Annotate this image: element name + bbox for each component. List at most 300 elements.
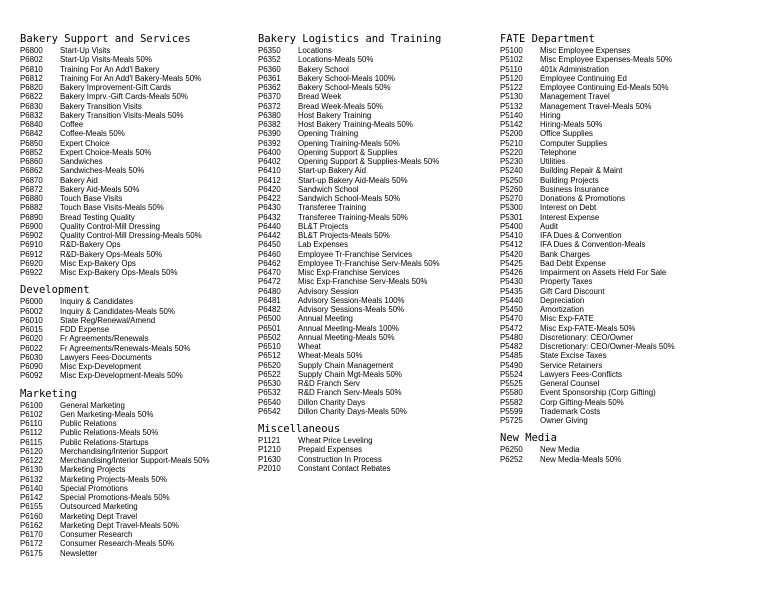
account-code: P6030 xyxy=(20,352,43,362)
account-row xyxy=(258,351,441,360)
account-row xyxy=(20,549,210,558)
account-description: Sandwiches xyxy=(60,157,103,166)
account-row xyxy=(500,296,675,305)
account-description: Corp Gifting-Meals 50% xyxy=(540,397,624,407)
account-code: P6822 xyxy=(20,92,43,102)
account-description: Expert Choice xyxy=(60,138,110,148)
account-description: Advisory Session xyxy=(298,286,359,296)
account-row xyxy=(500,222,675,231)
account-description: Employee Tr-Franchise Serv-Meals 50% xyxy=(298,258,440,268)
account-code: P6862 xyxy=(20,166,43,176)
account-row xyxy=(258,148,441,157)
account-code: P6870 xyxy=(20,175,43,185)
account-description: R&D-Bakery Ops xyxy=(60,240,121,250)
account-description: General Counsel xyxy=(540,379,600,388)
account-code: P5240 xyxy=(500,166,523,176)
account-code: P5430 xyxy=(500,277,523,287)
account-row xyxy=(258,314,441,323)
account-description: Wheat-Meals 50% xyxy=(298,351,363,361)
account-row xyxy=(258,342,441,351)
account-description: Impairment on Assets Held For Sale xyxy=(540,268,667,277)
account-row xyxy=(500,379,675,388)
account-row xyxy=(500,185,675,194)
account-description: Coffee xyxy=(60,120,84,129)
account-description: Lawyers Fees-Documents xyxy=(60,352,152,362)
account-row xyxy=(20,65,210,74)
account-row xyxy=(500,388,675,397)
account-row xyxy=(258,296,441,305)
account-row xyxy=(500,324,675,333)
section-development xyxy=(20,284,210,380)
section-title: FATE Department xyxy=(500,33,595,45)
account-description: Bakery Aid-Meals 50% xyxy=(60,184,140,194)
account-description: Lawyers Fees-Conflicts xyxy=(540,369,623,379)
account-description: State Excise Taxes xyxy=(540,351,607,361)
account-row xyxy=(258,139,441,148)
account-row xyxy=(20,203,210,212)
account-code: P5580 xyxy=(500,388,523,398)
account-description: Advisory Session-Meals 100% xyxy=(298,295,405,305)
account-description: Construction In Process xyxy=(298,454,382,464)
account-code: P5470 xyxy=(500,314,523,324)
column-3 xyxy=(500,33,675,471)
account-row xyxy=(258,83,441,92)
account-description: Transferee Training-Meals 50% xyxy=(298,212,408,222)
section-miscellaneous xyxy=(258,423,441,473)
account-row xyxy=(500,416,675,425)
account-description: Opening Support & Supplies xyxy=(298,147,398,157)
account-code: P6481 xyxy=(258,295,281,305)
account-code: P6922 xyxy=(20,268,43,277)
account-row xyxy=(258,55,441,64)
account-row xyxy=(258,407,441,416)
account-description: Employee Continuing Ed xyxy=(540,73,627,83)
account-code: P6361 xyxy=(258,73,281,83)
account-row xyxy=(20,74,210,83)
account-code: P6501 xyxy=(258,323,281,333)
account-code: P6812 xyxy=(20,73,43,83)
account-description: R&D-Bakery Ops-Meals 50% xyxy=(60,249,163,259)
section-title: New Media xyxy=(500,432,557,445)
account-code: P5250 xyxy=(500,175,523,185)
account-row xyxy=(258,379,441,388)
account-description: FDD Expense xyxy=(60,325,110,334)
account-description: Expert Choice-Meals 50% xyxy=(60,147,152,157)
account-code: P5130 xyxy=(500,92,523,102)
account-row xyxy=(258,305,441,314)
account-row xyxy=(20,185,210,194)
account-code: P5210 xyxy=(500,138,523,148)
section-title: Marketing xyxy=(20,387,77,400)
account-code: P5301 xyxy=(500,212,523,222)
account-description: Sandwich School xyxy=(298,184,359,194)
account-description: Depreciation xyxy=(540,295,585,305)
account-row xyxy=(258,268,441,277)
account-description: Marketing Dept Travel xyxy=(60,511,138,521)
section-bakery-support-and-services xyxy=(20,33,210,277)
account-code: P6472 xyxy=(258,277,281,287)
account-row xyxy=(20,307,210,316)
account-code: P5300 xyxy=(500,203,523,213)
account-code: P6500 xyxy=(258,314,281,324)
account-code: P6802 xyxy=(20,55,43,65)
account-code: P1630 xyxy=(258,454,281,464)
account-description: BL&T Projects xyxy=(298,221,349,231)
account-description: Transferee Training xyxy=(298,203,367,213)
account-code: P6142 xyxy=(20,493,43,502)
account-description: Outsourced Marketing xyxy=(60,502,138,512)
account-row xyxy=(258,361,441,370)
account-row xyxy=(500,333,675,342)
account-row xyxy=(258,157,441,166)
account-code: P6880 xyxy=(20,194,43,203)
account-description: Supply Chain Mgt-Meals 50% xyxy=(298,369,402,379)
account-code: P5525 xyxy=(500,379,523,388)
account-row xyxy=(20,139,210,148)
section-fate-department xyxy=(500,33,675,425)
account-description: Opening Training-Meals 50% xyxy=(298,138,400,148)
account-row xyxy=(20,438,210,447)
account-code: P5524 xyxy=(500,369,523,379)
account-description: Dillon Charity Days xyxy=(298,397,366,407)
account-code: P5426 xyxy=(500,268,523,277)
account-code: P6172 xyxy=(20,539,43,549)
account-code: P6155 xyxy=(20,502,43,512)
account-description: Quality Control-Mill Dressing xyxy=(60,221,160,231)
account-row xyxy=(500,314,675,323)
account-row xyxy=(258,388,441,397)
account-code: P5412 xyxy=(500,240,523,250)
section-title: Miscellaneous xyxy=(258,423,341,435)
account-code: P6370 xyxy=(258,92,281,102)
account-code: P6130 xyxy=(20,465,43,475)
account-row xyxy=(20,297,210,306)
account-code: P6872 xyxy=(20,184,43,194)
account-description: 401k Administration xyxy=(540,64,609,74)
account-code: P6022 xyxy=(20,343,43,353)
account-row xyxy=(20,475,210,484)
account-description: Misc Exp-Development-Meals 50% xyxy=(60,371,183,381)
account-code: P5260 xyxy=(500,184,523,194)
account-row xyxy=(500,176,675,185)
account-row xyxy=(258,46,441,55)
account-code: P5440 xyxy=(500,295,523,305)
account-code: P6162 xyxy=(20,520,43,530)
account-code: P5270 xyxy=(500,194,523,203)
account-description: Misc Exp-Franchise Services xyxy=(298,268,400,277)
account-code: P6482 xyxy=(258,305,281,314)
account-code: P5122 xyxy=(500,83,523,92)
account-description: Training For An Add'l Bakery xyxy=(60,64,160,74)
account-code: P6020 xyxy=(20,334,43,344)
account-description: Bakery Transition Visits-Meals 50% xyxy=(60,110,184,120)
account-description: Supply Chain Management xyxy=(298,360,394,370)
account-description: Fr Agreements/Renewals xyxy=(60,334,149,344)
account-row xyxy=(258,398,441,407)
account-description: Special Promotions xyxy=(60,483,128,493)
account-row xyxy=(258,111,441,120)
section-marketing xyxy=(20,388,210,558)
account-description: Start-Up Visits-Meals 50% xyxy=(60,55,152,65)
account-code: P6015 xyxy=(20,325,43,334)
account-row xyxy=(20,530,210,539)
account-description: R&D Franch Serv-Meals 50% xyxy=(298,388,402,398)
account-row xyxy=(258,259,441,268)
account-row xyxy=(20,268,210,277)
account-description: IFA Dues & Convention-Meals xyxy=(540,240,646,250)
account-description: Misc Employee Expenses-Meals 50% xyxy=(540,55,673,65)
account-row xyxy=(500,342,675,351)
account-description: Dillon Charity Days-Meals 50% xyxy=(298,406,407,416)
account-description: Misc Exp-Bakery Ops-Meals 50% xyxy=(60,268,178,277)
account-code: P6362 xyxy=(258,83,281,92)
account-code: P5435 xyxy=(500,286,523,296)
account-row xyxy=(258,445,441,454)
account-code: P6350 xyxy=(258,46,281,55)
account-row xyxy=(20,334,210,343)
account-description: R&D Franch Serv xyxy=(298,379,360,388)
account-description: Annual Meeting-Meals 100% xyxy=(298,323,399,333)
account-code: P6112 xyxy=(20,428,43,438)
account-code: P6140 xyxy=(20,483,43,493)
account-row xyxy=(258,222,441,231)
account-description: Special Promotions-Meals 50% xyxy=(60,493,170,502)
account-description: Gen Marketing-Meals 50% xyxy=(60,409,154,419)
account-description: Fr Agreements/Renewals-Meals 50% xyxy=(60,343,191,353)
account-row xyxy=(500,240,675,249)
account-row xyxy=(500,194,675,203)
account-description: Start-up Bakery Aid xyxy=(298,166,366,176)
account-description: Owner Giving xyxy=(540,416,588,425)
account-row xyxy=(20,129,210,138)
account-row xyxy=(500,65,675,74)
account-row xyxy=(258,324,441,333)
account-code: P6440 xyxy=(258,221,281,231)
account-description: State Reg/Renewal/Amend xyxy=(60,315,156,325)
account-code: P6442 xyxy=(258,231,281,240)
account-row xyxy=(500,213,675,222)
account-description: Training For An Add'l Bakery-Meals 50% xyxy=(60,73,202,83)
account-description: Consumer Research xyxy=(60,530,133,539)
account-code: P1121 xyxy=(258,436,281,445)
account-code: P2010 xyxy=(258,463,281,473)
account-description: Lab Expenses xyxy=(298,240,349,250)
account-code: P5482 xyxy=(500,342,523,351)
account-description: Computer Supplies xyxy=(540,138,608,148)
account-code: P6842 xyxy=(20,129,43,139)
account-description: Marketing Dept Travel-Meals 50% xyxy=(60,520,179,530)
account-description: Hiring xyxy=(540,110,561,120)
account-row xyxy=(20,512,210,521)
account-description: Wheat xyxy=(298,342,321,351)
account-row xyxy=(20,176,210,185)
account-row xyxy=(500,166,675,175)
account-row xyxy=(20,250,210,259)
account-row xyxy=(20,325,210,334)
account-code: P5132 xyxy=(500,101,523,111)
account-row xyxy=(258,185,441,194)
account-code: P6522 xyxy=(258,369,281,379)
account-row xyxy=(500,305,675,314)
account-code: P5140 xyxy=(500,110,523,120)
account-row xyxy=(500,277,675,286)
account-description: Building Repair & Maint xyxy=(540,166,623,176)
account-code: P6430 xyxy=(258,203,281,213)
account-description: Public Relations-Startups xyxy=(60,437,149,447)
account-description: Utilities xyxy=(540,157,566,166)
account-row xyxy=(20,362,210,371)
account-code: P6512 xyxy=(258,351,281,361)
account-code: P5120 xyxy=(500,73,523,83)
account-code: P6432 xyxy=(258,212,281,222)
account-row xyxy=(20,194,210,203)
account-code: P6410 xyxy=(258,166,281,176)
account-code: P5230 xyxy=(500,157,523,166)
account-description: Interest Expense xyxy=(540,212,600,222)
account-code: P6900 xyxy=(20,221,43,231)
account-description: Event Sponsorship (Corp Gifting) xyxy=(540,388,656,398)
account-row xyxy=(500,398,675,407)
account-row xyxy=(500,139,675,148)
account-description: Donations & Promotions xyxy=(540,194,626,203)
account-code: P5200 xyxy=(500,129,523,139)
account-row xyxy=(20,502,210,511)
account-row xyxy=(20,240,210,249)
account-code: P6412 xyxy=(258,175,281,185)
account-row xyxy=(258,370,441,379)
account-description: Bakery School-Meals 50% xyxy=(298,83,391,92)
account-row xyxy=(258,194,441,203)
account-row xyxy=(20,316,210,325)
account-description: Bad Debt Expense xyxy=(540,258,606,268)
account-code: P6400 xyxy=(258,147,281,157)
account-description: Trademark Costs xyxy=(540,406,601,416)
account-row xyxy=(500,46,675,55)
account-code: P6120 xyxy=(20,446,43,456)
account-code: P6115 xyxy=(20,437,43,447)
account-row xyxy=(500,361,675,370)
account-row xyxy=(500,55,675,64)
account-row xyxy=(20,419,210,428)
account-row xyxy=(20,222,210,231)
account-row xyxy=(258,250,441,259)
section-new-media xyxy=(500,432,675,464)
account-code: P6010 xyxy=(20,315,43,325)
account-description: Building Projects xyxy=(540,175,599,185)
account-code: P6392 xyxy=(258,138,281,148)
account-code: P5410 xyxy=(500,231,523,240)
account-code: P6420 xyxy=(258,184,281,194)
account-code: P5582 xyxy=(500,397,523,407)
account-description: Bakery Aid xyxy=(60,175,98,185)
account-code: P6800 xyxy=(20,46,43,55)
account-row xyxy=(20,401,210,410)
account-row xyxy=(500,92,675,101)
account-row xyxy=(20,259,210,268)
account-code: P6480 xyxy=(258,286,281,296)
account-description: Wheat Price Leveling xyxy=(298,436,373,445)
account-description: Annual Meeting xyxy=(298,314,353,324)
account-description: Employee Continuing Ed-Meals 50% xyxy=(540,83,669,92)
account-code: P6170 xyxy=(20,530,43,539)
account-description: Bakery Transition Visits xyxy=(60,101,142,111)
account-row xyxy=(258,129,441,138)
account-code: P6380 xyxy=(258,110,281,120)
account-code: P6422 xyxy=(258,194,281,203)
account-row xyxy=(500,102,675,111)
account-code: P6092 xyxy=(20,371,43,381)
account-description: Host Bakery Training xyxy=(298,110,372,120)
account-row xyxy=(500,370,675,379)
account-row xyxy=(20,120,210,129)
account-code: P6450 xyxy=(258,240,281,250)
account-row xyxy=(500,259,675,268)
account-description: Bank Charges xyxy=(540,249,591,259)
account-row xyxy=(20,111,210,120)
account-description: Management Travel xyxy=(540,92,610,102)
account-description: Telephone xyxy=(540,147,577,157)
account-code: P6102 xyxy=(20,409,43,419)
account-description: Bakery School-Meals 100% xyxy=(298,73,395,83)
account-code: P6132 xyxy=(20,474,43,484)
account-row xyxy=(500,83,675,92)
account-description: Start-Up Visits xyxy=(60,46,111,55)
account-description: Prepaid Expenses xyxy=(298,445,363,455)
account-code: P5485 xyxy=(500,351,523,361)
account-row xyxy=(258,436,441,445)
account-description: Misc Exp-Bakery Ops xyxy=(60,258,136,268)
account-description: Discretionary: CEO/Owner-Meals 50% xyxy=(540,342,675,351)
account-row xyxy=(258,333,441,342)
account-row xyxy=(500,203,675,212)
account-description: Sandwich School-Meals 50% xyxy=(298,194,401,203)
account-row xyxy=(20,539,210,548)
account-code: P5100 xyxy=(500,46,523,55)
account-description: Inquiry & Candidates-Meals 50% xyxy=(60,306,175,316)
account-row xyxy=(20,46,210,55)
account-code: P6532 xyxy=(258,388,281,398)
account-code: P6832 xyxy=(20,110,43,120)
account-description: Bread Week-Meals 50% xyxy=(298,101,383,111)
account-row xyxy=(500,455,675,464)
account-row xyxy=(258,231,441,240)
account-code: P5220 xyxy=(500,147,523,157)
account-code: P5450 xyxy=(500,305,523,314)
account-description: Merchandising/Interior Support xyxy=(60,446,168,456)
account-code: P6100 xyxy=(20,400,43,410)
account-code: P5142 xyxy=(500,120,523,129)
account-description: Misc Exp-Development xyxy=(60,362,142,371)
account-row xyxy=(258,120,441,129)
account-description: Audit xyxy=(540,221,558,231)
account-description: Annual Meeting-Meals 50% xyxy=(298,332,395,342)
account-description: New Media xyxy=(540,445,580,455)
account-code: P6462 xyxy=(258,258,281,268)
account-description: Amortization xyxy=(540,305,584,314)
account-code: P6250 xyxy=(500,445,523,455)
account-row xyxy=(20,521,210,530)
account-code: P5490 xyxy=(500,360,523,370)
account-code: P6920 xyxy=(20,258,43,268)
account-row xyxy=(20,484,210,493)
section-title: Development xyxy=(20,284,90,297)
account-description: Gift Card Discount xyxy=(540,286,605,296)
account-row xyxy=(500,148,675,157)
account-row xyxy=(258,176,441,185)
account-description: IFA Dues & Convention xyxy=(540,231,622,240)
account-row xyxy=(258,213,441,222)
account-row xyxy=(500,231,675,240)
